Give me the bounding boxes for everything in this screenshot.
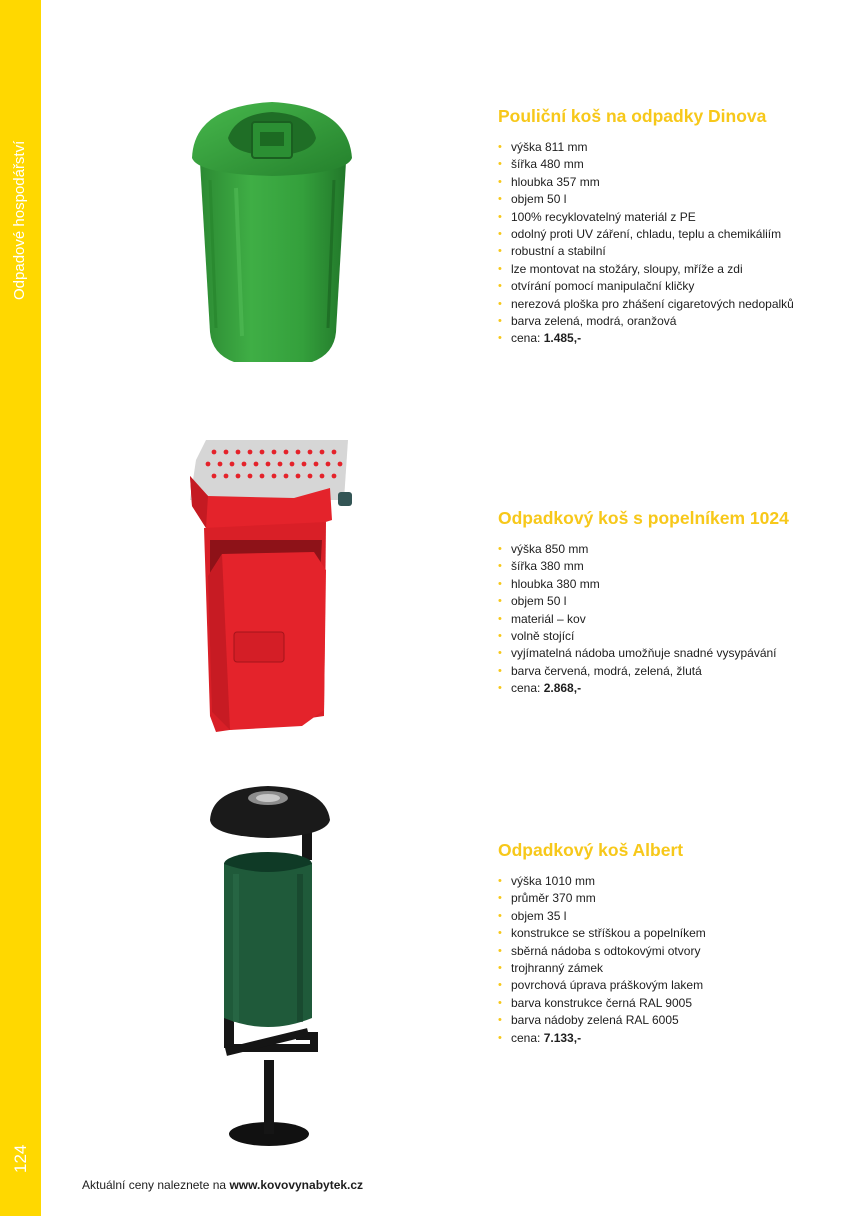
price-value: 1.485,- — [543, 331, 582, 346]
section-title: Odpadové hospodářství — [11, 140, 28, 300]
spec-item: • šířka 480 mm — [498, 156, 828, 173]
price-item — [498, 330, 828, 347]
spec-list — [498, 139, 828, 348]
footer-link[interactable]: www.kovovynabytek.cz — [229, 1178, 364, 1192]
spec-item: • barva konstrukce černá RAL 9005 — [498, 995, 828, 1012]
spec-item: • šířka 380 mm — [498, 558, 828, 575]
spec-item: • materiál – kov — [498, 611, 828, 628]
price-item — [498, 1030, 828, 1047]
spec-item: • objem 50 l — [498, 593, 828, 610]
price-label: cena: — [511, 331, 544, 346]
product-albert — [498, 840, 828, 1047]
footer — [82, 1178, 363, 1192]
spec-item: • objem 50 l — [498, 191, 828, 208]
spec-item: • volně stojící — [498, 628, 828, 645]
spec-item: • vyjímatelná nádoba umožňuje snadné vysypávání — [498, 645, 828, 662]
spec-item: • trojhranný zámek — [498, 960, 828, 977]
price-label: cena: — [511, 681, 544, 696]
page-number: 124 — [11, 1144, 30, 1173]
product-title: Pouliční koš na odpadky Dinova — [498, 106, 767, 126]
spec-item: • povrchová úprava práškovým lakem — [498, 977, 828, 994]
product-title: Odpadkový koš s popelníkem 1024 — [498, 508, 789, 528]
sidebar — [0, 0, 41, 1216]
price-value: 2.868,- — [543, 681, 582, 696]
spec-item: • 100% recyklovatelný materiál z PE — [498, 209, 828, 226]
spec-item: • lze montovat na stožáry, sloupy, mříže a zdi — [498, 261, 828, 278]
price-label: cena: — [511, 1030, 544, 1045]
spec-item: • hloubka 357 mm — [498, 174, 828, 191]
price-value: 7.133,- — [543, 1030, 582, 1045]
spec-item: • barva zelená, modrá, oranžová — [498, 313, 828, 330]
spec-list — [498, 541, 828, 698]
spec-item: • odolný proti UV záření, chladu, teplu a chemikáliím — [498, 226, 828, 243]
albert-bin-with-roof-icon — [196, 770, 346, 1150]
green-waste-bin-icon — [186, 92, 358, 378]
spec-item: • barva nádoby zelená RAL 6005 — [498, 1012, 828, 1029]
spec-item: • konstrukce se stříškou a popelníkem — [498, 925, 828, 942]
spec-item: • barva červená, modrá, zelená, žlutá — [498, 663, 828, 680]
spec-list — [498, 873, 828, 1047]
spec-item: • výška 850 mm — [498, 541, 828, 558]
spec-item: • nerezová ploška pro zhášení cigaretových nedopalků — [498, 296, 828, 313]
spec-item: • objem 35 l — [498, 908, 828, 925]
product-title: Odpadkový koš Albert — [498, 840, 684, 860]
spec-item: • robustní a stabilní — [498, 243, 828, 260]
footer-text: Aktuální ceny naleznete na — [82, 1178, 230, 1192]
price-item — [498, 680, 828, 697]
spec-item: • sběrná nádoba s odtokovými otvory — [498, 943, 828, 960]
red-bin-with-ashtray-icon — [186, 436, 358, 736]
spec-item: • otvírání pomocí manipulační kličky — [498, 278, 828, 295]
spec-item: • hloubka 380 mm — [498, 576, 828, 593]
spec-item: • výška 1010 mm — [498, 873, 828, 890]
spec-item: • výška 811 mm — [498, 139, 828, 156]
product-1024 — [498, 508, 828, 698]
product-dinova — [498, 106, 828, 348]
spec-item: • průměr 370 mm — [498, 890, 828, 907]
